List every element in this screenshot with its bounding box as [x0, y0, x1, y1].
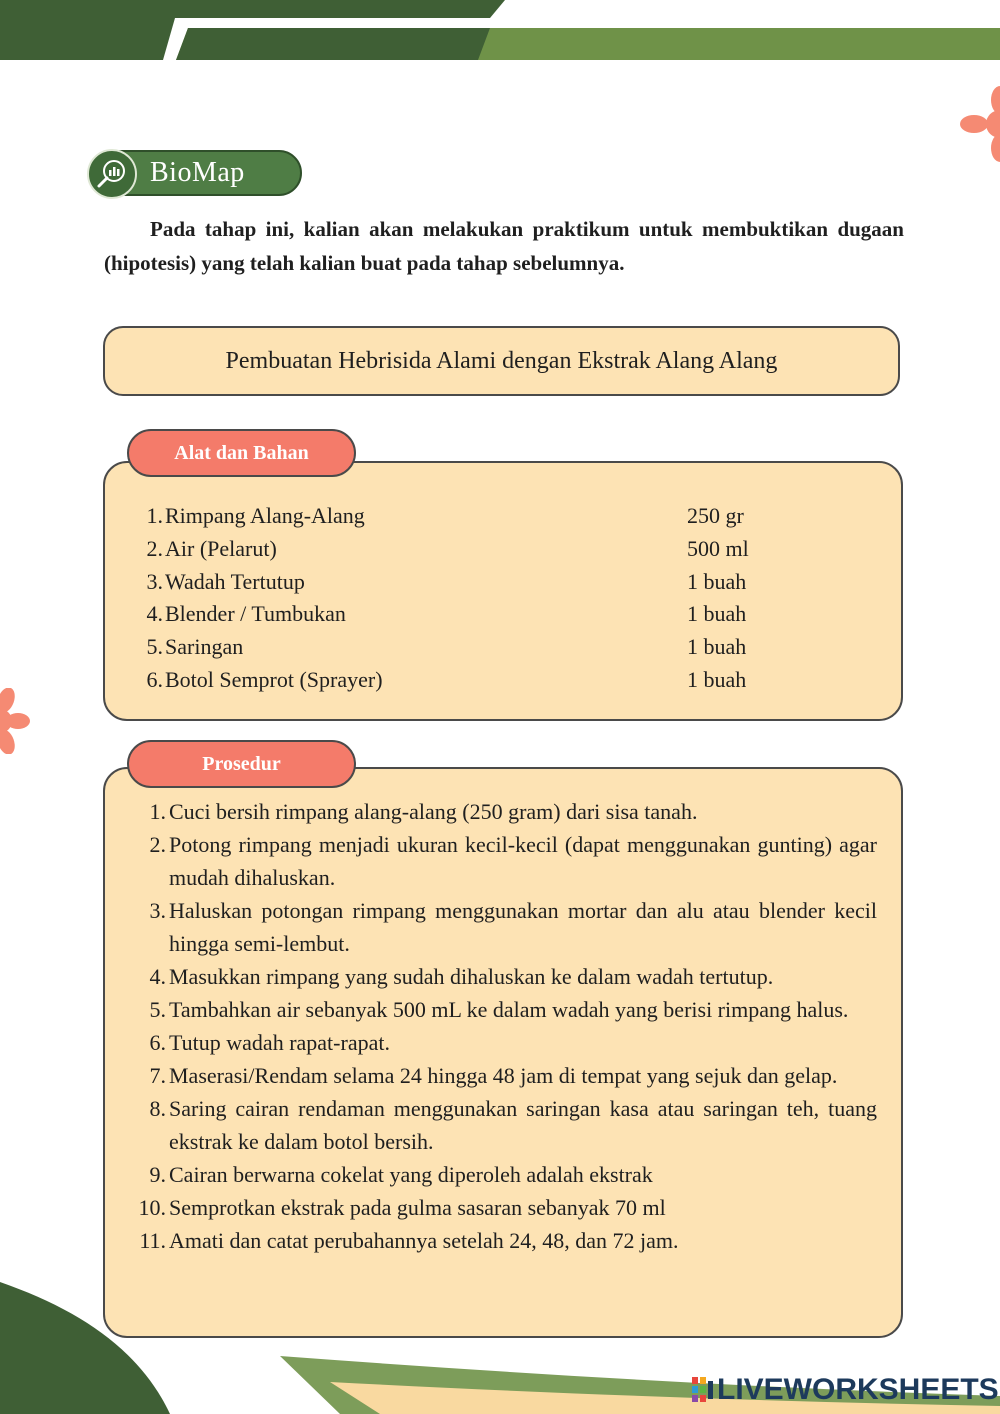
step-text: Semprotkan ekstrak pada gulma sasaran sebanyak 70 ml — [169, 1195, 666, 1220]
material-number: 4. — [146, 601, 163, 627]
material-row — [141, 499, 841, 532]
intro-paragraph: Pada tahap ini, kalian akan melakukan praktikum untuk membuktikan dugaan (hipotesis) yang telah kalian buat pada tahap sebelumnya. — [104, 217, 904, 275]
material-number: 5. — [146, 634, 163, 660]
material-row — [141, 532, 841, 565]
step-number: 9. — [149, 1162, 166, 1187]
biomap-tag — [88, 150, 302, 196]
procedure-step — [135, 1092, 877, 1158]
material-number: 1. — [146, 503, 163, 528]
procedure-step — [135, 894, 877, 960]
procedure-step — [135, 1158, 877, 1191]
materials-panel — [103, 461, 903, 721]
step-number: 11. — [139, 1228, 166, 1253]
procedure-tab: Prosedur — [127, 740, 356, 788]
material-name: Rimpang Alang-Alang — [165, 503, 365, 528]
material-number: 3. — [146, 568, 163, 594]
material-quantity: 1 buah — [687, 634, 747, 660]
material-quantity: 1 buah — [687, 667, 747, 692]
material-quantity: 1 buah — [687, 601, 747, 627]
material-row — [141, 630, 841, 663]
material-row — [141, 663, 841, 696]
top-banner — [0, 0, 1000, 70]
procedure-step — [135, 1026, 877, 1059]
step-number: 3. — [149, 898, 166, 923]
step-number: 1. — [149, 799, 166, 824]
material-number: 2. — [146, 535, 163, 561]
step-text: Tutup wadah rapat-rapat. — [169, 1030, 390, 1055]
material-name: Blender / Tumbukan — [165, 601, 346, 627]
step-number: 5. — [149, 997, 166, 1022]
material-quantity: 500 ml — [687, 535, 749, 561]
procedure-step — [135, 1224, 877, 1257]
liveworksheets-logo[interactable] — [692, 1374, 999, 1406]
step-number: 4. — [149, 964, 166, 989]
step-number: 6. — [149, 1030, 166, 1055]
step-text: Maserasi/Rendam selama 24 hingga 48 jam di tempat yang sejuk dan gelap. — [169, 1063, 838, 1088]
material-name: Wadah Tertutup — [165, 568, 305, 594]
liveworksheets-mark-icon — [692, 1377, 714, 1403]
procedure-step — [135, 1059, 877, 1092]
step-text: Tambahkan air sebanyak 500 mL ke dalam wadah yang berisi rimpang halus. — [169, 997, 849, 1022]
step-text: Cuci bersih rimpang alang-alang (250 gram) dari sisa tanah. — [169, 799, 698, 824]
step-number: 10. — [138, 1195, 166, 1220]
material-name: Air (Pelarut) — [165, 535, 277, 561]
step-number: 7. — [149, 1063, 166, 1088]
step-number: 8. — [149, 1096, 166, 1121]
material-row — [141, 597, 841, 630]
step-text: Masukkan rimpang yang sudah dihaluskan ke dalam wadah tertutup. — [169, 964, 774, 989]
procedure-step — [135, 1191, 877, 1224]
materials-tab: Alat dan Bahan — [127, 429, 356, 477]
flower-decoration-right — [958, 86, 1000, 162]
material-quantity: 1 buah — [687, 568, 747, 594]
magnifier-chart-icon — [87, 149, 137, 199]
activity-title: Pembuatan Hebrisida Alami dengan Ekstrak Alang Alang — [103, 326, 900, 396]
liveworksheets-text: LIVEWORKSHEETS — [717, 1373, 999, 1406]
procedure-step — [135, 993, 877, 1026]
flower-decoration-left — [0, 688, 30, 754]
step-text: Potong rimpang menjadi ukuran kecil-kecil (dapat menggunakan gunting) agar mudah dihaluskan. — [169, 832, 877, 890]
biomap-label: BioMap — [150, 157, 245, 188]
procedure-steps — [135, 795, 877, 1257]
procedure-step — [135, 828, 877, 894]
material-name: Saringan — [165, 634, 244, 660]
step-text: Cairan berwarna cokelat yang diperoleh adalah ekstrak — [169, 1162, 653, 1187]
material-name: Botol Semprot (Sprayer) — [165, 667, 383, 692]
procedure-panel — [103, 767, 903, 1338]
material-number: 6. — [146, 667, 163, 692]
material-quantity: 250 gr — [687, 503, 744, 528]
step-text: Saring cairan rendaman menggunakan saringan kasa atau saringan teh, tuang ekstrak ke dalam botol bersih. — [169, 1096, 877, 1154]
step-text: Haluskan potongan rimpang menggunakan mortar dan alu atau blender kecil hingga semi-lembut. — [169, 898, 877, 956]
step-text: Amati dan catat perubahannya setelah 24, 48, dan 72 jam. — [169, 1228, 679, 1253]
procedure-step — [135, 795, 877, 828]
procedure-step — [135, 960, 877, 993]
step-number: 2. — [149, 832, 166, 857]
material-row — [141, 565, 841, 598]
